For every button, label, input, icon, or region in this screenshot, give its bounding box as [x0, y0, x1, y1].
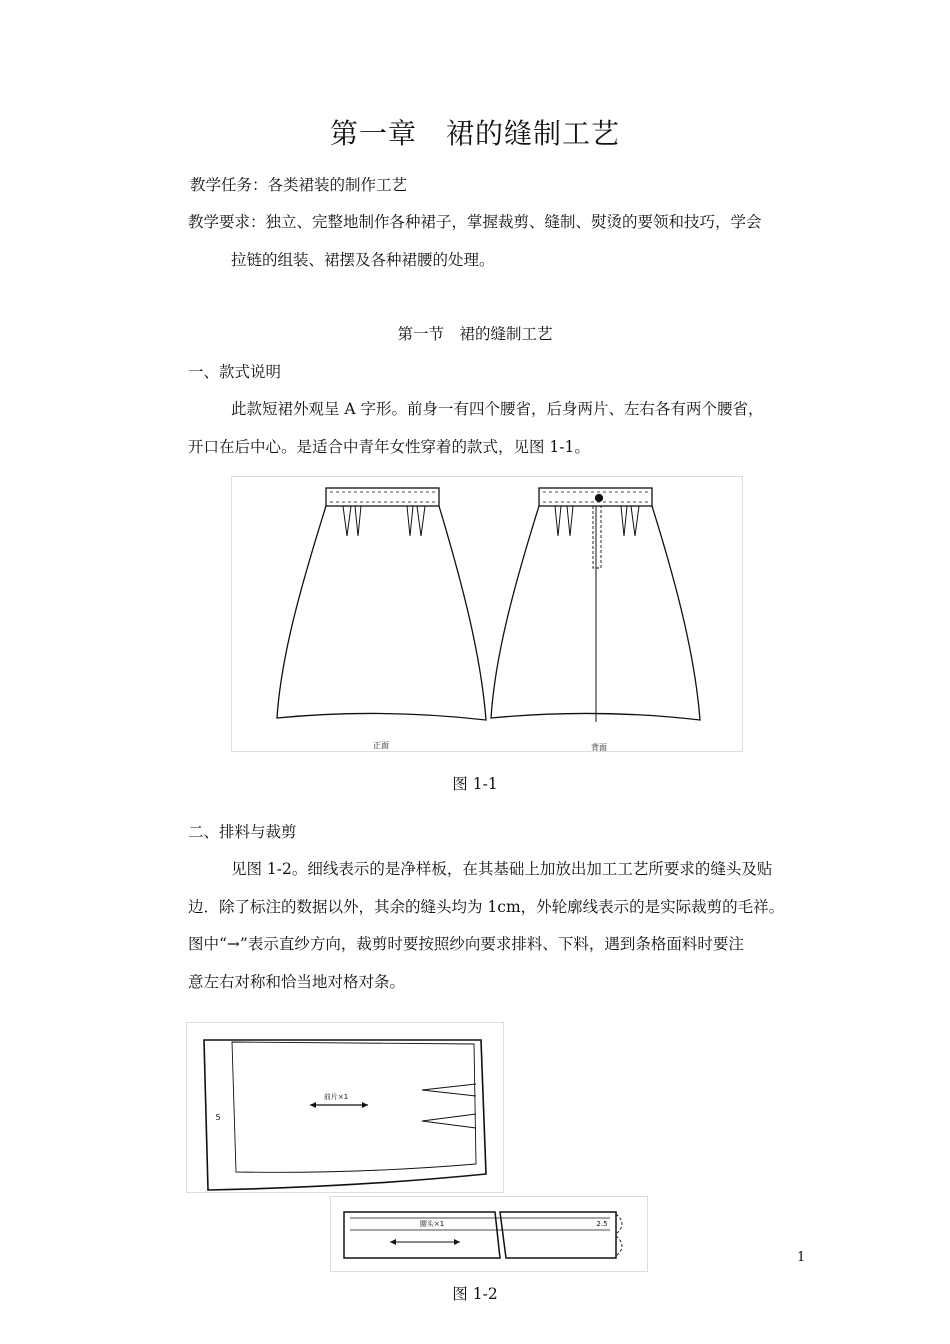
- page-number: 1: [797, 1250, 806, 1265]
- layout-paragraph-line1: 见图 1-2。细线表示的是净样板，在其基础上加放出加工工艺所要求的缝头及贴: [231, 860, 773, 878]
- hem-allowance-label: 5: [215, 1113, 221, 1122]
- front-piece-label: 前片×1: [323, 1093, 349, 1101]
- figure-1-1: [231, 476, 743, 752]
- page-title: 第一章 裙的缝制工艺: [329, 117, 620, 150]
- style-paragraph-line2: 开口在后中心。是适合中青年女性穿着的款式，见图 1-1。: [188, 438, 590, 456]
- teaching-requirement-line1: 教学要求：独立、完整地制作各种裙子，掌握裁剪、缝制、熨烫的要领和技巧，学会: [188, 213, 762, 231]
- skirt-front: [277, 488, 486, 720]
- figure-1-2-panel: [186, 1022, 504, 1193]
- waistband-label: 腰头×1: [419, 1220, 445, 1228]
- back-label: 背面: [591, 743, 607, 752]
- figure-1-2-waistband: [330, 1196, 648, 1272]
- waistband-width-label: 2.5: [596, 1220, 608, 1228]
- heading-layout-cutting: 二、排料与裁剪: [188, 823, 297, 841]
- teaching-task: 教学任务：各类裙装的制作工艺: [190, 176, 408, 194]
- layout-paragraph-line4: 意左右对称和恰当地对格对条。: [188, 973, 406, 991]
- style-paragraph-line1: 此款短裙外观呈 A 字形。前身一有四个腰省，后身两片、左右各有两个腰省，: [231, 400, 764, 418]
- skirt-drawing: [231, 476, 743, 752]
- layout-paragraph-line3: 图中“→”表示直纱方向，裁剪时要按照纱向要求排料、下料，遇到条格面料时要注: [188, 935, 744, 953]
- front-label: 正面: [373, 741, 389, 750]
- teaching-requirement-line2: 拉链的组装、裙摆及各种裙腰的处理。: [231, 251, 495, 269]
- pattern-waistband: [330, 1196, 648, 1272]
- pattern-front-panel: [186, 1022, 504, 1193]
- skirt-back: [491, 488, 700, 722]
- heading-style-description: 一、款式说明: [188, 363, 282, 381]
- layout-paragraph-line2: 边．除了标注的数据以外，其余的缝头均为 1cm，外轮廓线表示的是实际裁剪的毛祥。: [188, 898, 785, 916]
- section-title: 第一节 裙的缝制工艺: [397, 325, 553, 343]
- figure-1-1-caption: 图 1-1: [452, 775, 498, 793]
- figure-1-2-caption: 图 1-2: [452, 1285, 498, 1303]
